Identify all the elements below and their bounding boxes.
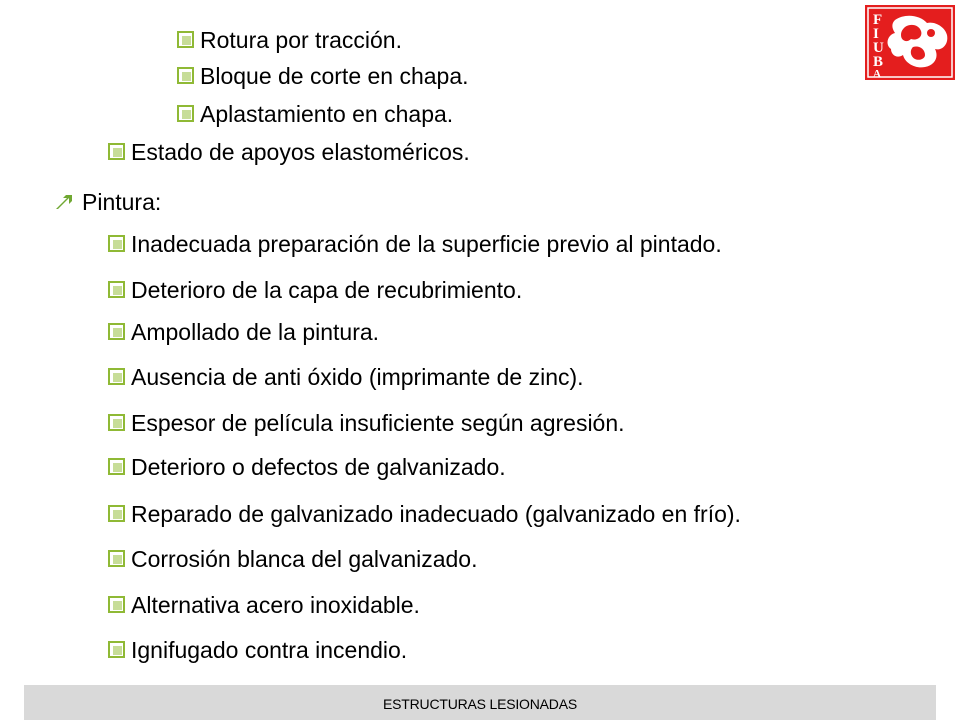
sub-bullet-item xyxy=(177,100,453,128)
square-bullet-icon xyxy=(108,414,125,431)
svg-text:F: F xyxy=(873,12,883,28)
section-heading xyxy=(56,188,161,216)
square-bullet-icon xyxy=(108,550,125,567)
pintura-item xyxy=(108,636,407,664)
pintura-item-text: Reparado de galvanizado inadecuado (galvanizado en frío). xyxy=(131,501,741,527)
square-bullet-icon xyxy=(108,458,125,475)
svg-text:U: U xyxy=(873,40,884,56)
pintura-item-text: Corrosión blanca del galvanizado. xyxy=(131,546,478,572)
bullet-item xyxy=(108,138,470,166)
pintura-item-text: Deterioro de la capa de recubrimiento. xyxy=(131,277,523,303)
section-label: Pintura: xyxy=(82,189,162,215)
square-bullet-icon xyxy=(177,105,194,122)
sub-bullet-item xyxy=(177,62,469,90)
footer-bar xyxy=(24,685,936,720)
pintura-item xyxy=(108,591,420,619)
square-bullet-icon xyxy=(108,505,125,522)
sub-bullet-text: Aplastamiento en chapa. xyxy=(200,101,454,127)
bullet-text: Estado de apoyos elastoméricos. xyxy=(131,139,470,165)
svg-text:I: I xyxy=(873,26,879,42)
footer-title: ESTRUCTURAS LESIONADAS xyxy=(383,696,577,712)
square-bullet-icon xyxy=(177,67,194,84)
arrow-icon xyxy=(56,193,74,211)
square-bullet-icon xyxy=(108,235,125,252)
square-bullet-icon xyxy=(108,641,125,658)
pintura-item xyxy=(108,318,379,346)
svg-text:A: A xyxy=(873,68,881,80)
pintura-item xyxy=(108,409,625,437)
pintura-item-text: Alternativa acero inoxidable. xyxy=(131,592,420,618)
pintura-item xyxy=(108,230,722,258)
pintura-item-text: Ausencia de anti óxido (imprimante de zinc). xyxy=(131,364,584,390)
pintura-item-text: Ignifugado contra incendio. xyxy=(131,637,408,663)
pintura-item-text: Deterioro o defectos de galvanizado. xyxy=(131,454,506,480)
square-bullet-icon xyxy=(108,368,125,385)
square-bullet-icon xyxy=(108,323,125,340)
pintura-item-text: Ampollado de la pintura. xyxy=(131,319,380,345)
sub-bullet-text: Rotura por tracción. xyxy=(200,27,402,53)
pintura-item-text: Espesor de película insuficiente según agresión. xyxy=(131,410,625,436)
svg-text:B: B xyxy=(873,54,884,70)
pintura-item xyxy=(108,453,506,481)
pintura-item xyxy=(108,545,478,573)
sub-bullet-text: Bloque de corte en chapa. xyxy=(200,63,469,89)
pintura-item xyxy=(108,276,522,304)
square-bullet-icon xyxy=(108,596,125,613)
square-bullet-icon xyxy=(108,143,125,160)
pintura-item xyxy=(108,363,584,391)
sub-bullet-item xyxy=(177,26,402,54)
pintura-item-text: Inadecuada preparación de la superficie previo al pintado. xyxy=(131,231,722,257)
square-bullet-icon xyxy=(177,31,194,48)
square-bullet-icon xyxy=(108,281,125,298)
pintura-item xyxy=(108,500,741,528)
fiuba-logo xyxy=(865,5,955,80)
